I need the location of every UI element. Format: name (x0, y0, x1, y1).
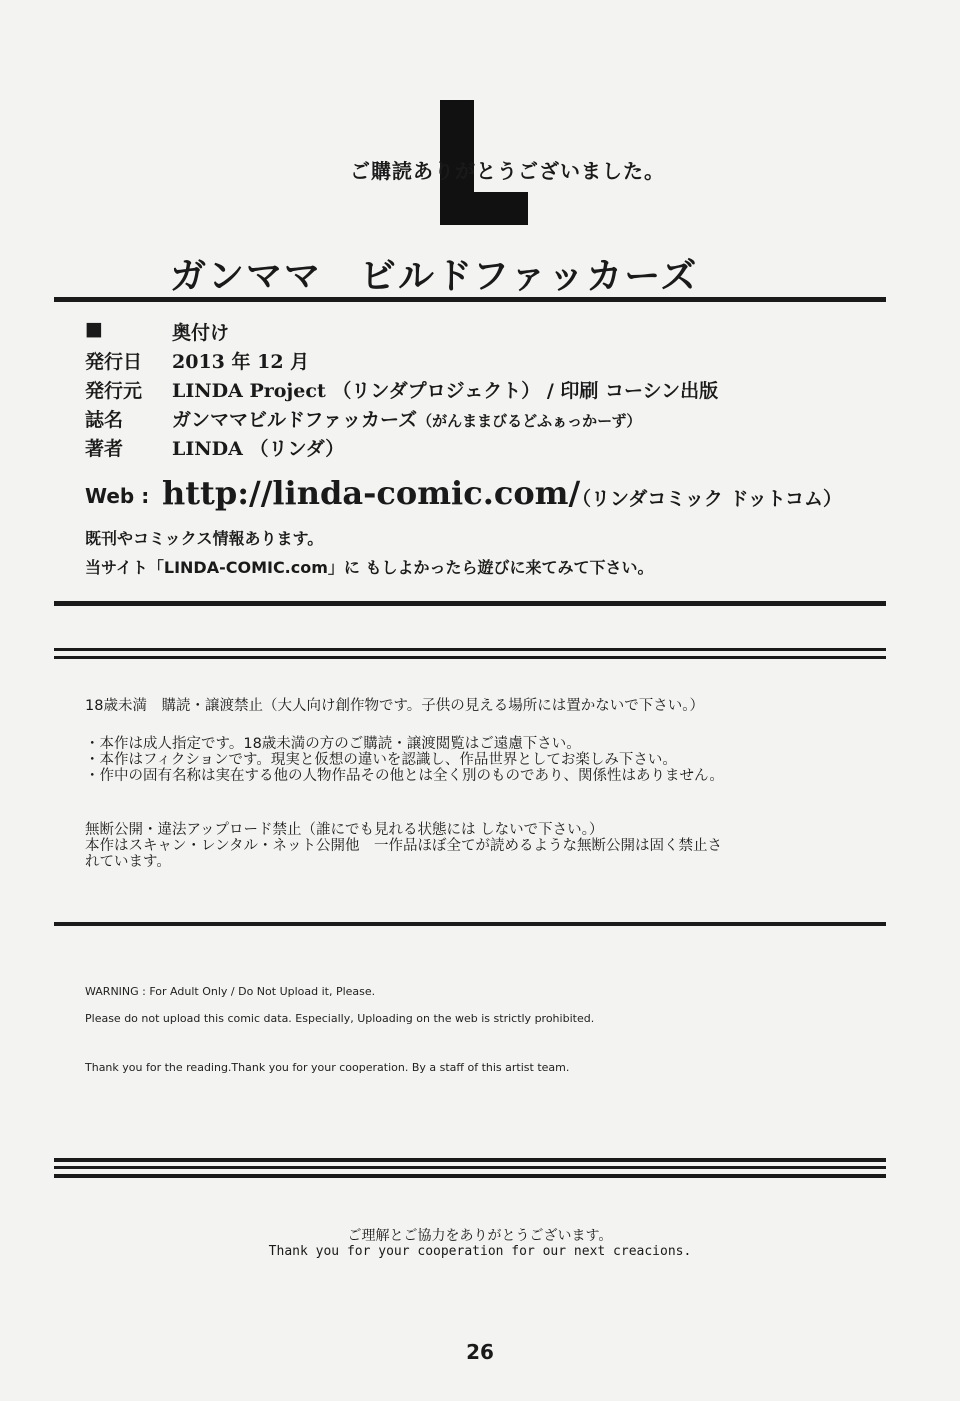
title-divider (54, 297, 886, 302)
divider-double-line-a (54, 1158, 886, 1162)
website-link[interactable]: http://linda-comic.com/ (162, 474, 581, 512)
colophon-key: 誌名 (85, 409, 124, 431)
notice-bullet: ・本作はフィクションです。現実と仮想の違いを認識し、作品世界としてお楽しみ下さい。 (85, 752, 677, 768)
website-reading: （リンダコミック ドットコム） (572, 488, 842, 510)
colophon-value-reading: （がんままびるどふぁっかーず） (417, 412, 642, 430)
notice-bullet: ・作中の固有名称は実在する他の人物作品その他とは全く別のものであり、関係性はありません。 (85, 768, 724, 784)
thanks-heading: ご購読ありがとうございました。 (350, 159, 665, 183)
page-number: 26 (466, 1340, 494, 1364)
notice-bullet: ・本作は成人指定です。18歳未満の方のご購読・譲渡閲覧はご遠慮下さい。 (85, 736, 581, 752)
warning-line: Please do not upload this comic data. Especially, Uploading on the web is strictly prohibited. (85, 1012, 595, 1025)
colophon-key: 発行元 (85, 380, 143, 402)
colophon-value: ガンママビルドファッカーズ (172, 409, 418, 431)
divider-double-line-b (54, 656, 886, 659)
colophon-key: 著者 (85, 438, 124, 460)
website-info: 既刊やコミックス情報あります。 (85, 529, 324, 548)
colophon-heading: 奥付け (172, 322, 230, 344)
colophon-value-wrap (172, 405, 641, 432)
age-restriction-notice: 18歳未満 購読・譲渡禁止（大人向け創作物です。子供の見える場所には置かないで下さい。） (85, 698, 705, 714)
divider-double-line-a (54, 648, 886, 651)
divider-double-line-c (54, 1174, 886, 1178)
upload-notice-line: 本作はスキャン・レンタル・ネット公開他 一作品ほぼ全てが読めるような無断公開は固く禁止さ (85, 838, 723, 854)
colophon-value: 2013 年 12 月 (172, 351, 310, 373)
colophon-value: LINDA Project （リンダプロジェクト） / 印刷 コーシン出版 (172, 380, 719, 402)
divider-double-line-b (54, 1166, 886, 1169)
upload-notice-line: 無断公開・違法アップロード禁止（誰にでも見れる状態には しないで下さい。） (85, 822, 604, 838)
thanks-line: Thank you for the reading.Thank you for your cooperation. By a staff of this artist team. (85, 1061, 570, 1074)
upload-notice-line: れています。 (85, 854, 171, 870)
website-invite: 当サイト「LINDA-COMIC.com」に もしよかったら遊びに来てみて下さい。 (85, 558, 654, 577)
footer-thanks-jp: ご理解とご協力をありがとうございます。 (347, 1228, 613, 1244)
colophon-key: 発行日 (85, 351, 143, 373)
divider-top-line (54, 601, 886, 606)
web-label: Web : (85, 484, 150, 508)
footer-thanks-en: Thank you for your cooperation for our next creacions. (268, 1244, 692, 1259)
divider-line (54, 922, 886, 926)
colophon-value: LINDA （リンダ） (172, 438, 345, 460)
book-title: ガンママ ビルドファッカーズ (170, 256, 699, 297)
warning-line: WARNING : For Adult Only / Do Not Upload it, Please. (85, 985, 376, 998)
square-bullet-icon: ■ (85, 318, 103, 340)
